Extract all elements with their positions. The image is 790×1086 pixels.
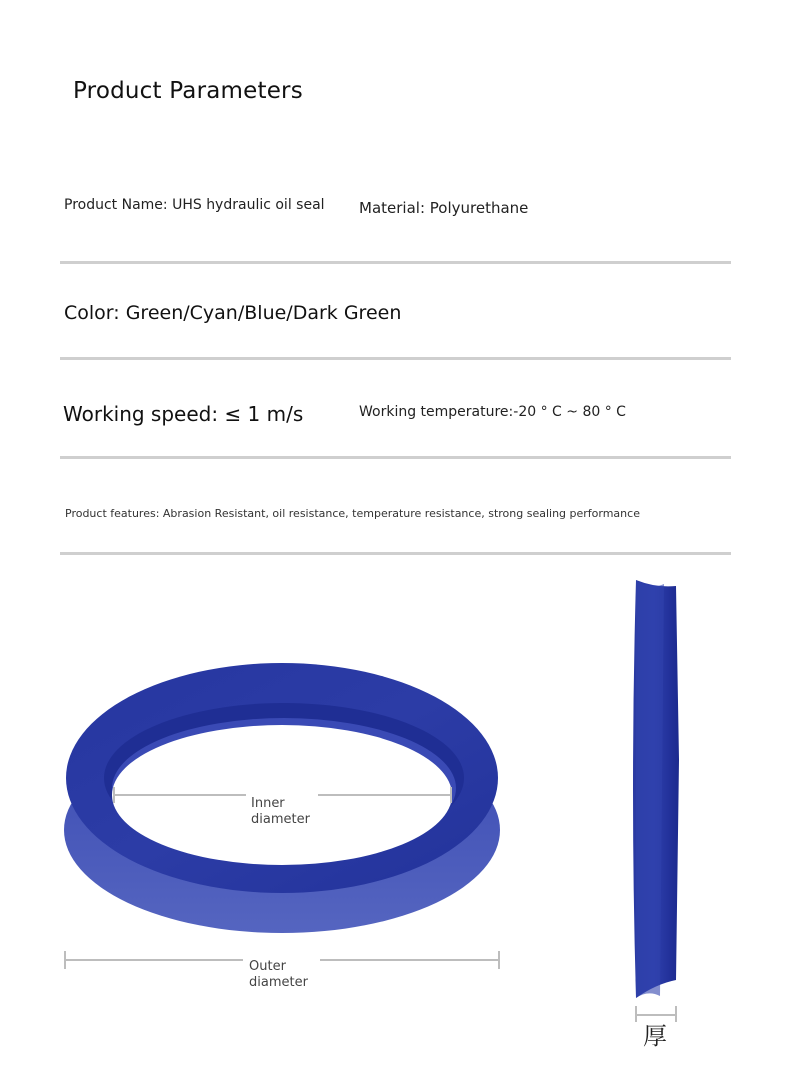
color-spec: Color: Green/Cyan/Blue/Dark Green — [64, 302, 402, 324]
product-name: Product Name: UHS hydraulic oil seal — [64, 197, 325, 213]
outer-diameter-tick-right — [498, 951, 500, 969]
divider — [60, 357, 731, 360]
inner-diameter-line-right — [318, 794, 452, 796]
divider — [60, 552, 731, 555]
divider — [60, 456, 731, 459]
outer-diameter-label: Outer diameter — [249, 959, 308, 990]
side-profile-lip — [636, 580, 664, 998]
divider — [60, 261, 731, 264]
inner-diameter-line-left — [114, 794, 246, 796]
inner-diameter-tick-left — [113, 787, 115, 803]
thickness-tick-left — [635, 1006, 637, 1022]
product-features: Product features: Abrasion Resistant, oil resistance, temperature resistance, strong sealing performance — [65, 507, 640, 520]
inner-diameter-tick-right — [450, 787, 452, 803]
seal-ring-illustration — [0, 560, 790, 1086]
thickness-label: 厚 — [643, 1022, 667, 1050]
working-speed: Working speed: ≤ 1 m/s — [63, 402, 304, 426]
outer-diameter-line-right — [320, 959, 500, 961]
outer-diameter-tick-left — [64, 951, 66, 969]
thickness-tick-right — [675, 1006, 677, 1022]
material: Material: Polyurethane — [359, 199, 529, 217]
page-title: Product Parameters — [73, 78, 303, 104]
inner-diameter-label: Inner diameter — [251, 796, 310, 827]
outer-diameter-line-left — [65, 959, 243, 961]
working-temperature: Working temperature:-20 ° C ~ 80 ° C — [359, 404, 626, 420]
